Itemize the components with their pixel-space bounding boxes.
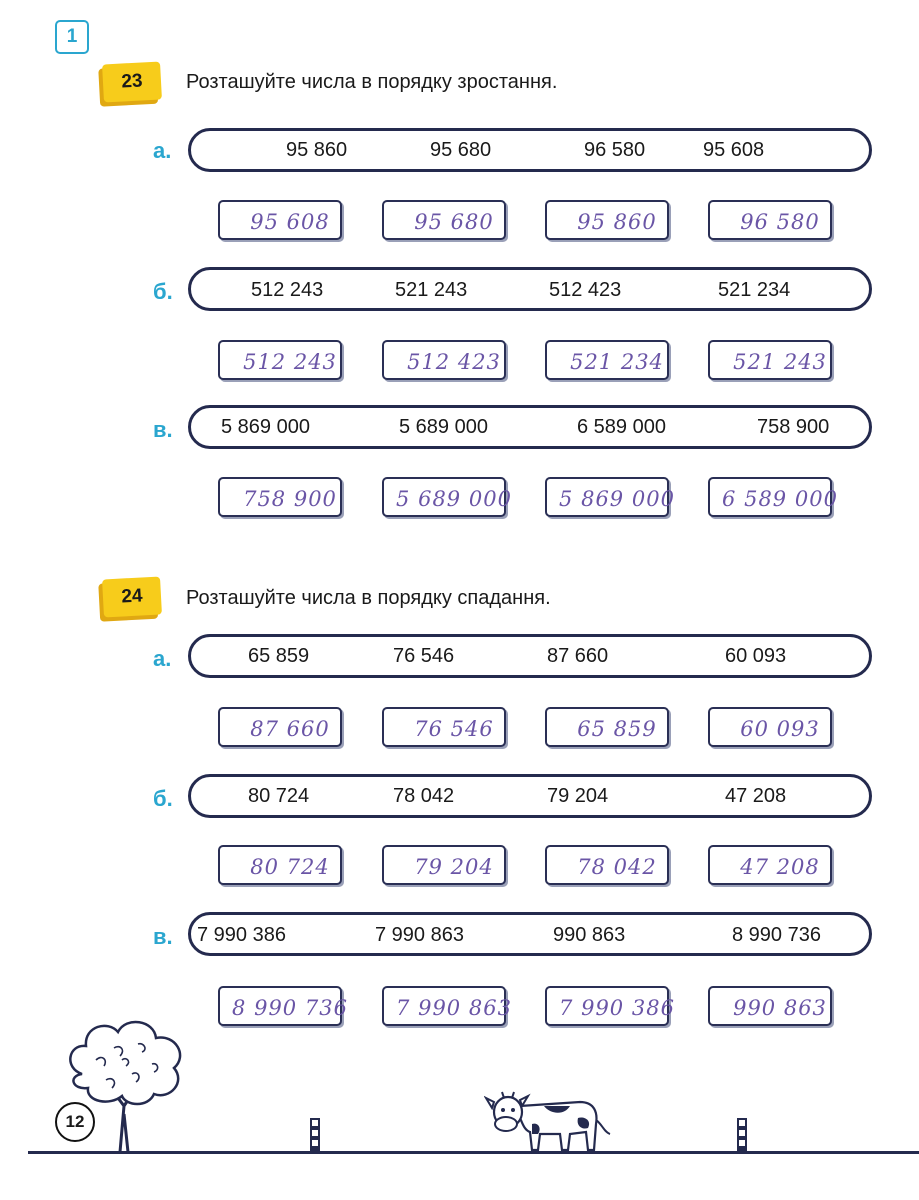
task-instruction: Розташуйте числа в порядку зростання. [186, 71, 558, 93]
answer-box[interactable] [218, 200, 342, 240]
given-number: 7 990 863 [375, 924, 464, 946]
answer-box[interactable] [218, 845, 342, 885]
given-number: 758 900 [757, 416, 830, 438]
answer-box[interactable] [218, 477, 342, 517]
answer-box[interactable] [708, 845, 832, 885]
given-number: 7 990 386 [197, 924, 286, 946]
answer-value: 95 860 [577, 210, 657, 234]
answer-box[interactable] [708, 200, 832, 240]
given-number: 96 580 [584, 139, 646, 161]
answer-box[interactable] [545, 340, 669, 380]
given-number: 79 204 [547, 785, 609, 807]
answer-box[interactable] [545, 200, 669, 240]
answer-value: 60 093 [740, 717, 820, 741]
answer-box[interactable] [382, 340, 506, 380]
answer-box[interactable] [708, 477, 838, 517]
given-number: 5 869 000 [221, 416, 310, 438]
answer-value: 7 990 386 [559, 996, 675, 1020]
answer-value: 5 689 000 [396, 487, 512, 511]
answer-value: 990 863 [733, 996, 827, 1020]
given-number: 60 093 [725, 645, 787, 667]
answer-box[interactable] [382, 986, 512, 1026]
answer-box[interactable] [708, 340, 832, 380]
answer-box[interactable] [382, 477, 512, 517]
task-instruction: Розташуйте числа в порядку спадання. [186, 587, 551, 609]
given-number: 87 660 [547, 645, 609, 667]
task-number-23: 23 [102, 62, 162, 103]
given-number: 47 208 [725, 785, 787, 807]
given-number: 80 724 [248, 785, 310, 807]
answer-value: 78 042 [577, 855, 657, 879]
answer-value: 5 869 000 [559, 487, 675, 511]
answer-box[interactable] [218, 986, 348, 1026]
answer-value: 65 859 [577, 717, 657, 741]
given-number: 76 546 [393, 645, 455, 667]
answer-value: 6 589 000 [722, 487, 838, 511]
row-letter: а. [153, 646, 172, 671]
row-letter: в. [153, 924, 173, 949]
row-letter: б. [153, 279, 173, 304]
answer-value: 47 208 [740, 855, 820, 879]
given-number: 512 423 [549, 279, 622, 301]
answer-value: 7 990 863 [396, 996, 512, 1020]
road-post-icon [310, 1118, 320, 1152]
answer-box[interactable] [218, 707, 342, 747]
given-number: 8 990 736 [732, 924, 821, 946]
given-number: 6 589 000 [577, 416, 666, 438]
answer-value: 95 608 [250, 210, 330, 234]
row-letter: в. [153, 417, 173, 442]
given-number: 95 608 [703, 139, 765, 161]
answer-value: 87 660 [250, 717, 330, 741]
answer-box[interactable] [708, 986, 832, 1026]
row-letter: б. [153, 786, 173, 811]
answer-box[interactable] [545, 477, 675, 517]
answer-box[interactable] [545, 845, 669, 885]
answer-value: 79 204 [414, 855, 494, 879]
task-number-24: 24 [102, 577, 162, 618]
given-number: 512 243 [251, 279, 324, 301]
answer-box[interactable] [545, 707, 669, 747]
answer-value: 76 546 [414, 717, 494, 741]
given-number: 521 243 [395, 279, 468, 301]
given-number: 990 863 [553, 924, 626, 946]
answer-box[interactable] [708, 707, 832, 747]
answer-value: 758 900 [243, 487, 337, 511]
answer-value: 8 990 736 [232, 996, 348, 1020]
answer-value: 80 724 [250, 855, 330, 879]
given-number: 65 859 [248, 645, 310, 667]
page-number: 12 [55, 1102, 95, 1142]
answer-value: 95 680 [414, 210, 494, 234]
answer-value: 521 243 [733, 350, 827, 374]
given-number: 95 860 [286, 139, 348, 161]
given-number: 78 042 [393, 785, 455, 807]
given-number: 95 680 [430, 139, 492, 161]
answer-box[interactable] [382, 707, 506, 747]
road-post-icon [737, 1118, 747, 1152]
unit-badge: 1 [55, 20, 89, 54]
answer-value: 512 243 [243, 350, 337, 374]
answer-box[interactable] [545, 986, 675, 1026]
answer-box[interactable] [382, 845, 506, 885]
answer-value: 521 234 [570, 350, 664, 374]
cow-illustration [484, 1088, 614, 1154]
answer-value: 96 580 [740, 210, 820, 234]
answer-box[interactable] [382, 200, 506, 240]
answer-value: 512 423 [407, 350, 501, 374]
given-number: 5 689 000 [399, 416, 488, 438]
given-number: 521 234 [718, 279, 791, 301]
row-letter: а. [153, 138, 172, 163]
ground-line [28, 1151, 919, 1154]
answer-box[interactable] [218, 340, 342, 380]
